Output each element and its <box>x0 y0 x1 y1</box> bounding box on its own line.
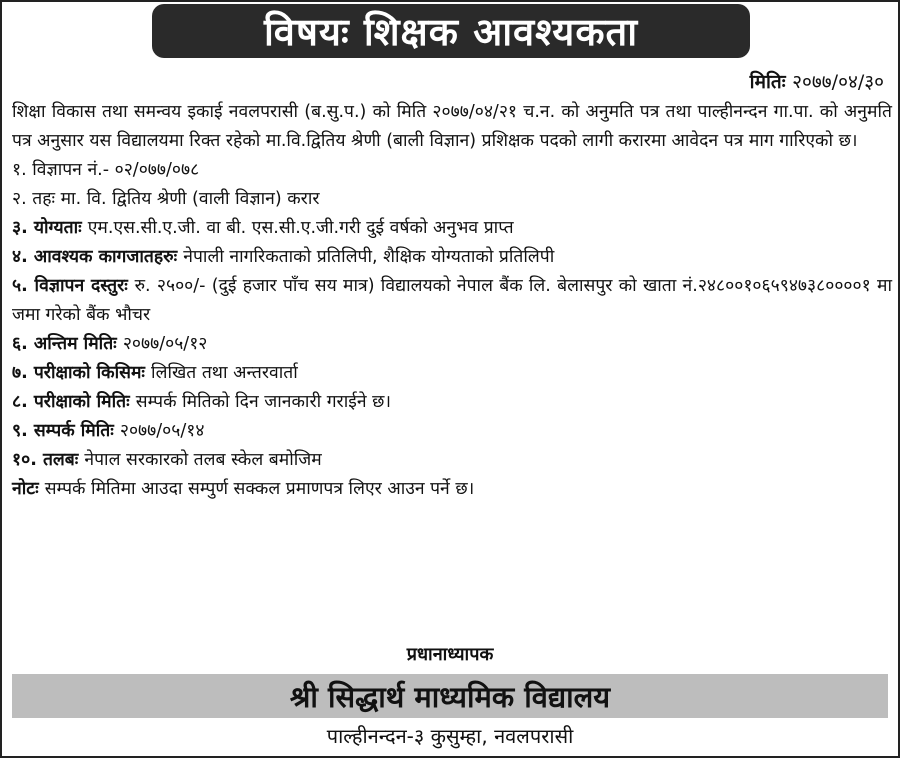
note-label: नोटः <box>12 479 45 499</box>
item-value: ०२/०७७/०७८ <box>114 160 200 180</box>
school-name: श्री सिद्धार्थ माध्यमिक विद्यालय <box>12 674 888 718</box>
item-label: ७. परीक्षाको किसिमः <box>12 363 152 383</box>
date-value: २०७७/०४/३० <box>792 71 884 93</box>
school-address: पाल्हीनन्दन-३ कुसुम्हा, नवलपरासी <box>326 724 574 748</box>
item-value: मा. वि. द्वितिय श्रेणी (वाली विज्ञान) करार <box>60 189 320 209</box>
note-line <box>12 475 892 504</box>
date-label: मितिः <box>749 71 786 93</box>
note-value: सम्पर्क मितिमा आउदा सम्पुर्ण सक्कल प्रमाणपत्र लिएर आउन पर्ने छ। <box>44 479 475 499</box>
item-value: लिखित तथा अन्तरवार्ता <box>151 363 298 383</box>
list-item-9 <box>12 417 892 446</box>
list-item-8 <box>12 388 892 417</box>
item-value: नेपाली नागरिकताको प्रतिलिपी, शैक्षिक योग्यताको प्रतिलिपी <box>183 247 555 267</box>
list-item-3 <box>12 214 892 243</box>
item-label: ९. सम्पर्क मितिः <box>12 421 120 441</box>
list-item-5 <box>12 272 892 330</box>
notice-date <box>750 68 884 94</box>
intro-paragraph: शिक्षा विकास तथा समन्वय इकाई नवलपरासी (ब.सु.प.) को मिति २०७७/०४/२१ च.न. को अनुमति पत्र तथा पाल्हीनन्दन गा.पा. को अनुमति पत्र अनुसार यस विद्यालयमा रिक्त रहेको मा.वि.द्वितिय श्रेणी (बाली विज्ञान) प्रशिक्षक पदको लागी करारमा आवेदन पत्र माग गारिएको छ। <box>12 102 892 151</box>
list-item-7 <box>12 359 892 388</box>
item-label: १. विज्ञापन नं.- <box>12 160 115 180</box>
signatory-title: प्रधानाध्यापक <box>406 644 494 665</box>
item-value: रु. २५००/- (दुई हजार पाँच सय मात्र) विद्यालयको नेपाल बैंक लि. बेलासपुर को खाता नं.२४८००१०६५९४७३८००००१ मा जमा गरेको बैंक भौचर <box>12 276 892 325</box>
item-label: ३. योग्यताः <box>12 218 88 238</box>
item-label: २. तहः <box>12 189 61 209</box>
item-value: एम.एस.सी.ए.जी. वा बी. एस.सी.ए.जी.गरी दुई वर्षको अनुभव प्राप्त <box>87 218 514 238</box>
notice-body <box>12 98 892 504</box>
list-item-10 <box>12 446 892 475</box>
item-label: १०. तलबः <box>12 450 85 470</box>
item-label: ८. परीक्षाको मितिः <box>12 392 136 412</box>
item-value: सम्पर्क मितिको दिन जानकारी गराईने छ। <box>135 392 392 412</box>
list-item-6 <box>12 330 892 359</box>
item-value: २०७७/०५/१२ <box>122 334 208 354</box>
list-item-1 <box>12 156 892 185</box>
list-item-4 <box>12 243 892 272</box>
item-label: ६. अन्तिम मितिः <box>12 334 123 354</box>
item-value: नेपाल सरकारको तलब स्केल बमोजिम <box>84 450 322 470</box>
notice-title: विषयः शिक्षक आवश्यकता <box>152 4 750 58</box>
item-value: २०७७/०५/१४ <box>119 421 205 441</box>
item-label: ४. आवश्यक कागजातहरुः <box>12 247 184 267</box>
list-item-2 <box>12 185 892 214</box>
item-label: ५. विज्ञापन दस्तुरः <box>12 276 135 296</box>
